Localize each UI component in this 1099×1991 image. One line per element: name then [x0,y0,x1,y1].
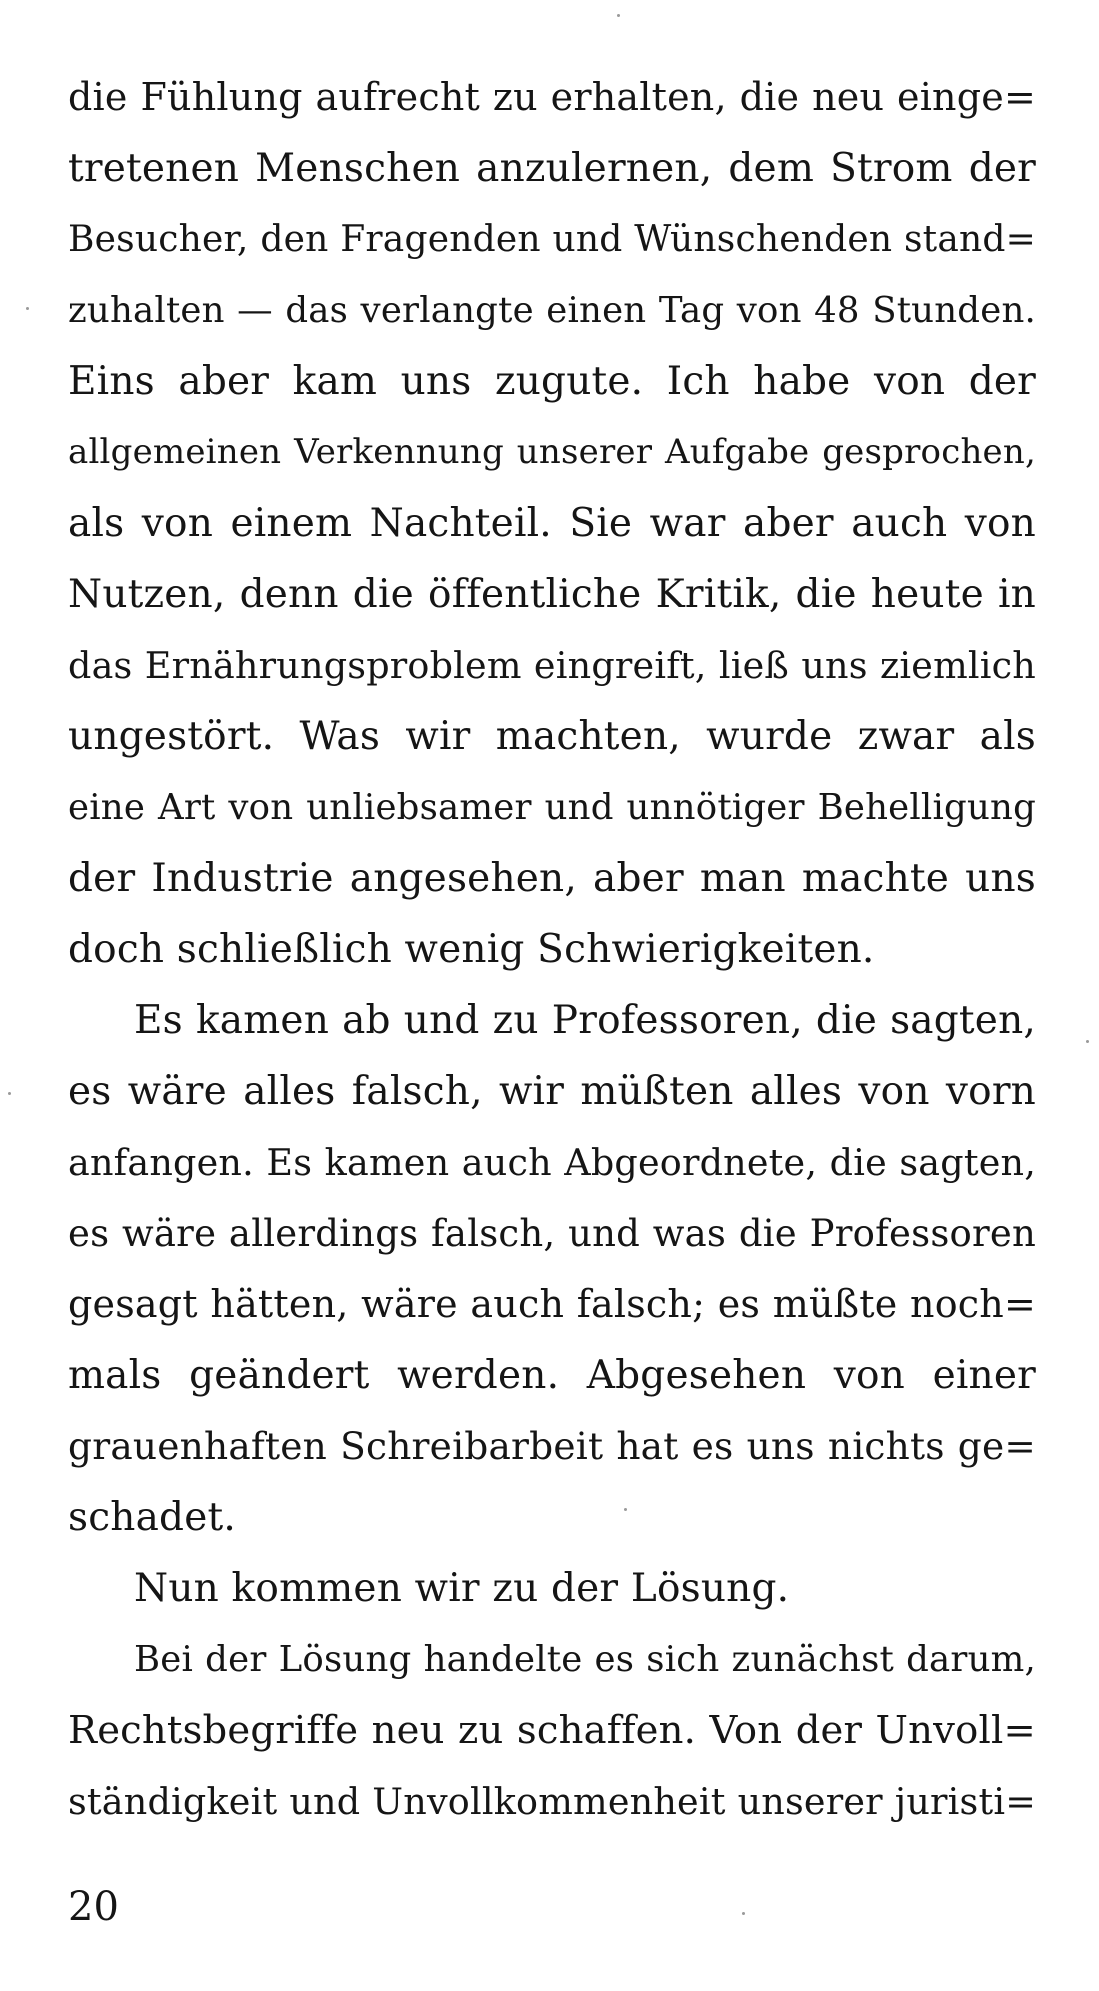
text-line: es wäre allerdings falsch, und was die Professoren [68,1212,1036,1255]
paper-speck [8,1092,11,1095]
text-line: ungestört. Was wir machten, wurde zwar als [68,714,1036,759]
text-line: tretenen Menschen anzulernen, dem Strom der [68,146,1036,191]
text-line: der Industrie angesehen, aber man machte uns [68,856,1036,901]
page-number: 20 [68,1884,119,1930]
body-text [68,62,1036,1837]
paper-speck [624,1508,627,1511]
text-line: anfangen. Es kamen auch Abgeordnete, die sagten, [68,1141,1036,1184]
text-line: schadet. [68,1495,236,1540]
text-line: Eins aber kam uns zugute. Ich habe von der [68,359,1036,404]
paper-speck [617,14,620,17]
text-line: grauenhaften Schreibarbeit hat es uns nichts ge= [68,1424,1036,1468]
paper-speck [742,1912,745,1915]
text-line: eine Art von unliebsamer und unnötiger Behelligung [68,787,1036,828]
text-line: doch schließlich wenig Schwierigkeiten. [68,927,875,972]
paper-speck [1086,1040,1089,1043]
text-line: Es kamen ab und zu Professoren, die sagten, [134,998,1036,1043]
text-line: zuhalten — das verlangte einen Tag von 48 Stunden. [68,290,1036,331]
text-line: als von einem Nachteil. Sie war aber auch von [68,501,1036,546]
text-line: mals geändert werden. Abgesehen von einer [68,1353,1036,1398]
text-line: gesagt hätten, wäre auch falsch; es müßte noch= [68,1282,1036,1326]
text-line: ständigkeit und Unvollkommenheit unserer juristi= [68,1780,1036,1823]
text-line: das Ernährungsproblem eingreift, ließ uns ziemlich [68,644,1036,687]
paper-speck [26,307,29,310]
text-line: Nun kommen wir zu der Lösung. [134,1566,790,1611]
text-line: Bei der Lösung handelte es sich zunächst darum, [134,1639,1036,1680]
text-line: Nutzen, denn die öffentliche Kritik, die heute in [68,572,1036,617]
text-line: es wäre alles falsch, wir müßten alles von vorn [68,1069,1036,1114]
text-line: Rechtsbegriffe neu zu schaffen. Von der Unvoll= [68,1708,1036,1753]
text-line: allgemeinen Verkennung unserer Aufgabe gesprochen, [68,432,1036,472]
text-line: die Fühlung aufrecht zu erhalten, die neu einge= [68,75,1036,119]
text-line: Besucher, den Fragenden und Wünschenden stand= [68,219,1036,260]
